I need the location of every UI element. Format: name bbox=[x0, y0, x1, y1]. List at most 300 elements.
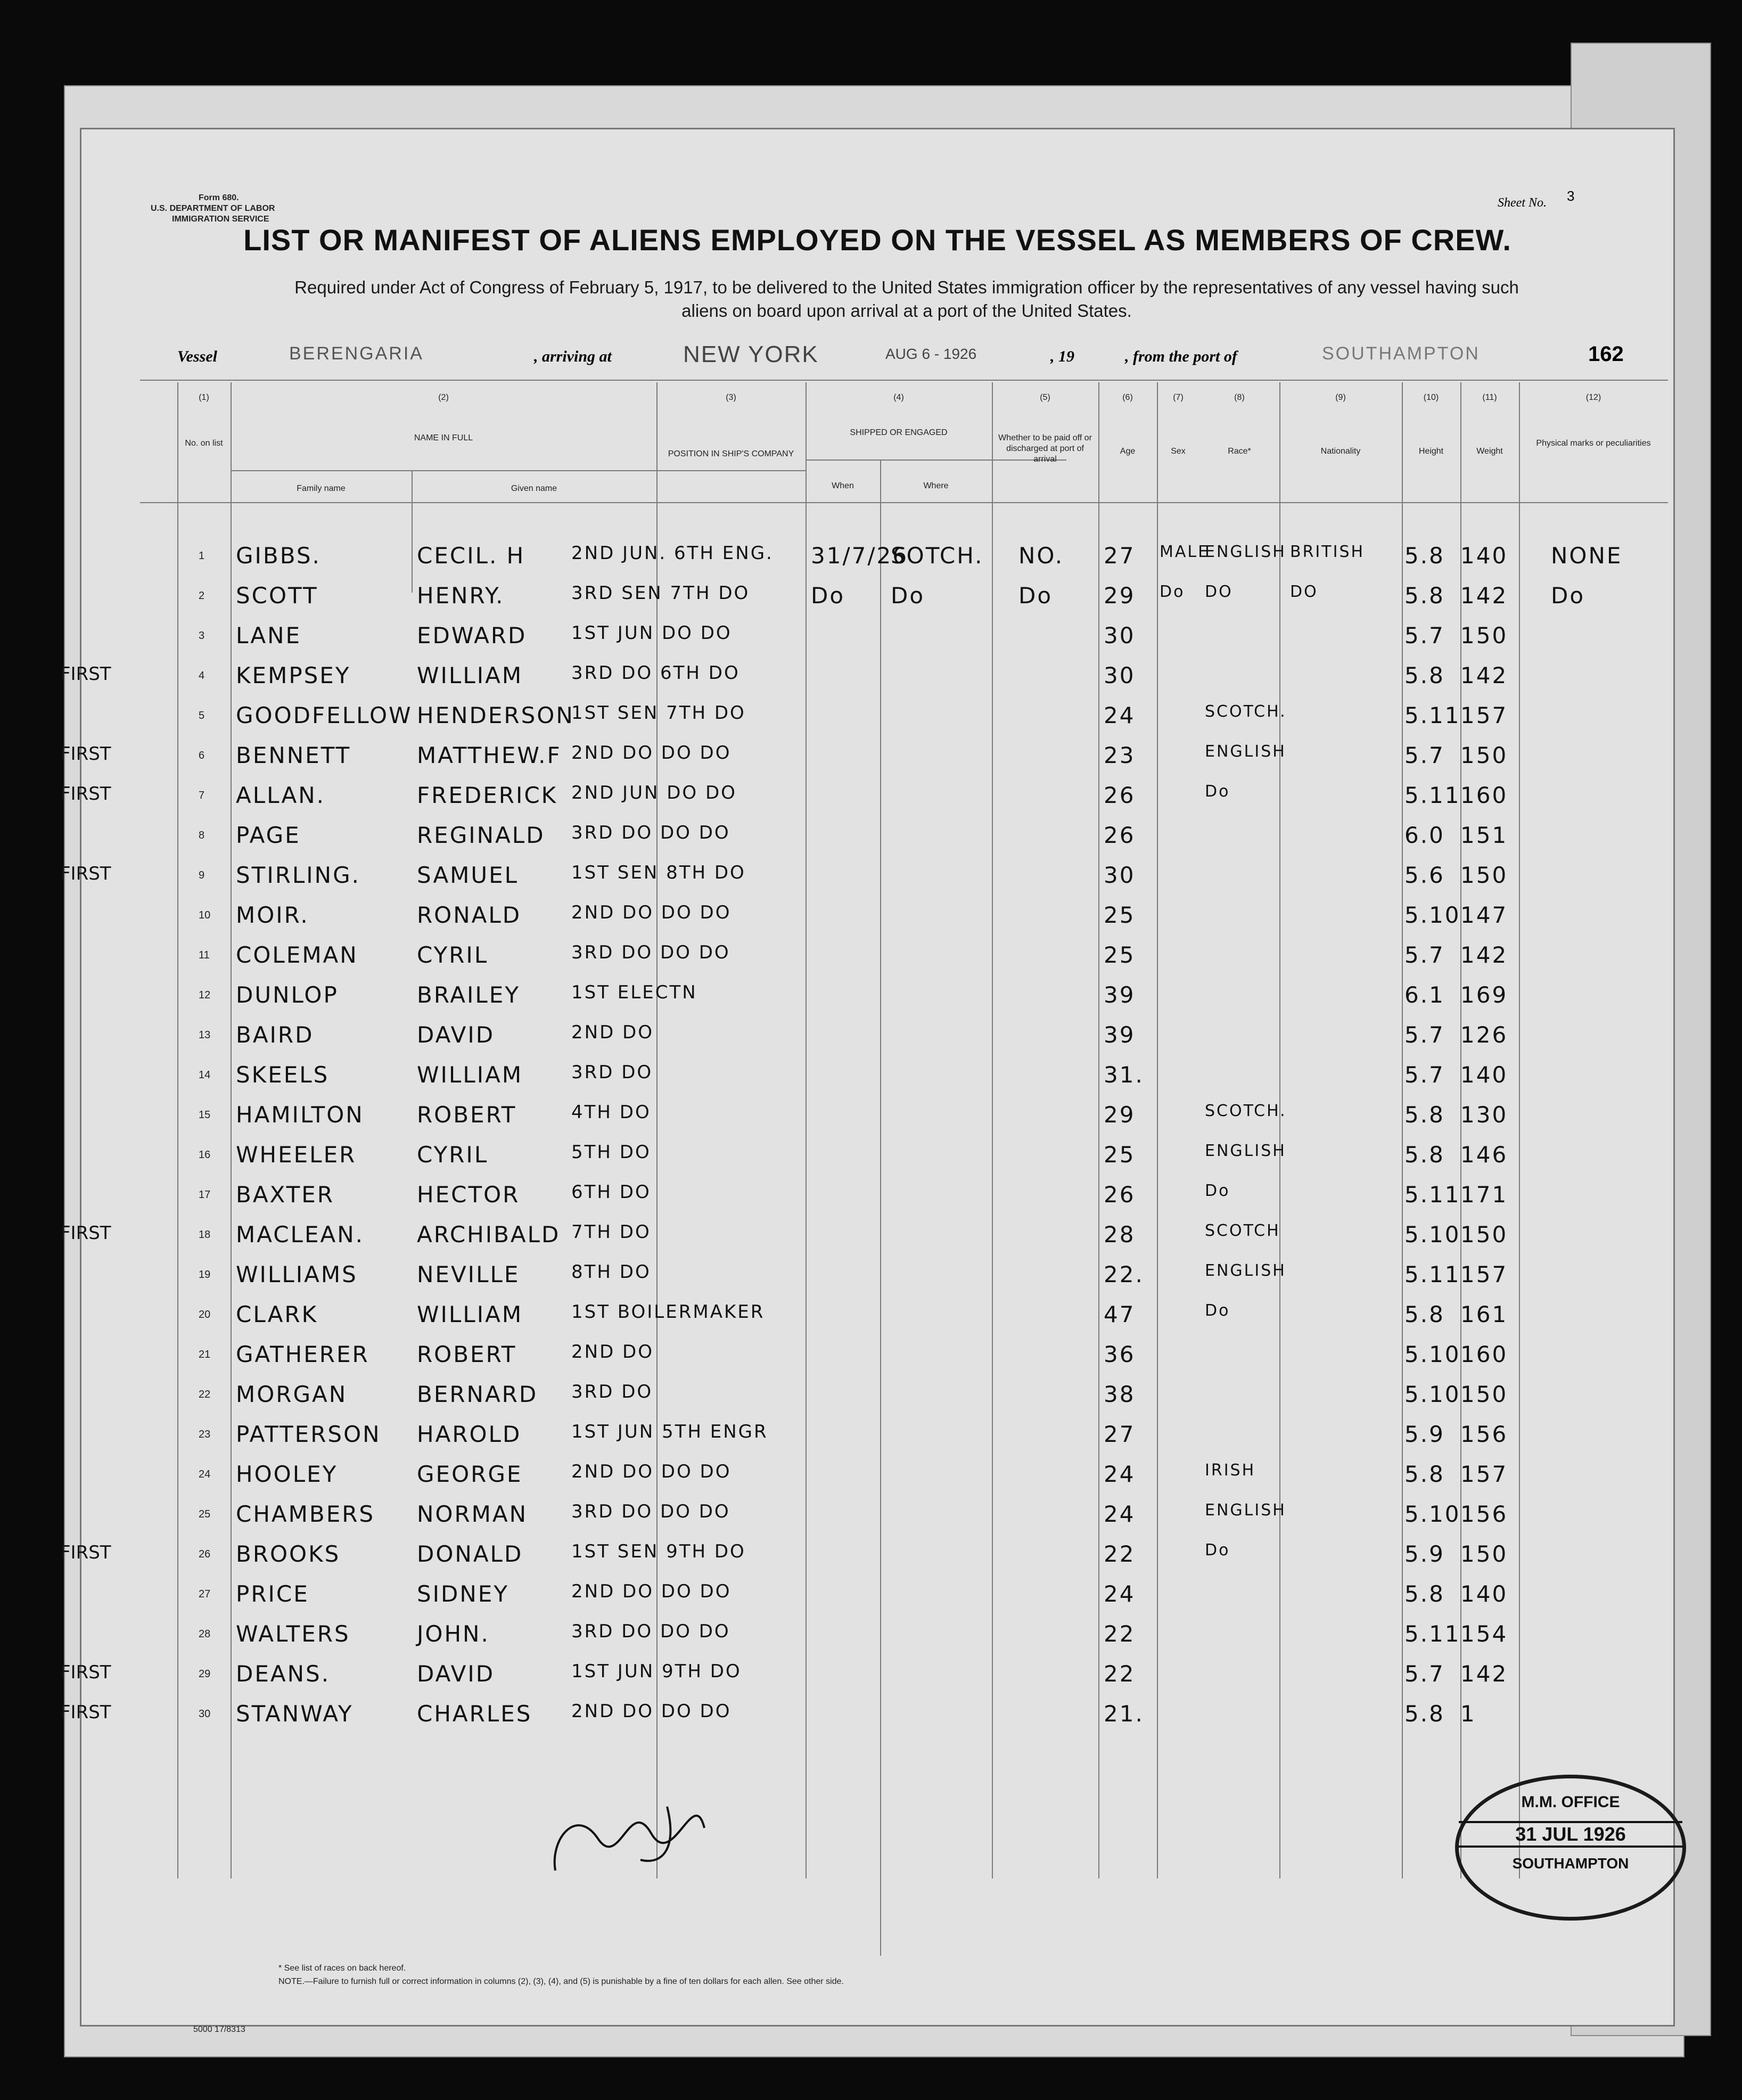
given-name: SAMUEL bbox=[417, 862, 519, 888]
family-name: GIBBS. bbox=[236, 543, 321, 569]
family-name: BENNETT bbox=[236, 742, 351, 768]
family-name: PAGE bbox=[236, 822, 301, 848]
height: 5.6 bbox=[1404, 862, 1445, 888]
family-name: PATTERSON bbox=[236, 1421, 381, 1447]
vessel-label: Vessel bbox=[177, 348, 217, 365]
table-row bbox=[60, 779, 1673, 818]
sheet-label: Sheet No. bbox=[1498, 196, 1547, 210]
subtitle-line-1: Required under Act of Congress of February 5, 1917, to be delivered to the United States immigration officer by the representatives of any vessel having such bbox=[294, 277, 1519, 297]
weight: 160 bbox=[1460, 782, 1508, 808]
table-row bbox=[60, 659, 1673, 699]
given-name: RONALD bbox=[417, 902, 522, 928]
from-label: , from the port of bbox=[1125, 348, 1237, 365]
age: 24 bbox=[1104, 1461, 1136, 1487]
weight: 157 bbox=[1460, 702, 1508, 728]
physical-marks: NONE bbox=[1551, 543, 1623, 569]
position: 2ND DO DO DO bbox=[571, 1581, 732, 1602]
age: 30 bbox=[1104, 862, 1136, 888]
manifest-page bbox=[60, 128, 1675, 2034]
height: 5.7 bbox=[1404, 1661, 1445, 1687]
family-name: MOIR. bbox=[236, 902, 309, 928]
row-number: 22 bbox=[199, 1389, 211, 1400]
position: 3RD DO DO DO bbox=[571, 1501, 730, 1522]
col-number: (6) bbox=[1122, 393, 1133, 402]
given-name: NEVILLE bbox=[417, 1261, 520, 1287]
height: 5.8 bbox=[1404, 1301, 1445, 1327]
nationality: DO bbox=[1290, 583, 1318, 601]
position: 6TH DO bbox=[571, 1182, 651, 1203]
position: 1ST BOILERMAKER bbox=[571, 1301, 765, 1323]
position: 2ND DO bbox=[571, 1022, 654, 1043]
age: 24 bbox=[1104, 1581, 1136, 1607]
table-row bbox=[81, 1258, 1673, 1298]
given-name: CHARLES bbox=[417, 1701, 532, 1727]
race: Do bbox=[1205, 1301, 1230, 1320]
height: 5.8 bbox=[1404, 1581, 1445, 1607]
weight: 140 bbox=[1460, 543, 1508, 569]
given-name: MATTHEW.F bbox=[417, 742, 562, 768]
col-number: (7) bbox=[1173, 393, 1184, 402]
race: ENGLISH bbox=[1205, 1142, 1286, 1160]
row-number: 12 bbox=[199, 989, 211, 1001]
col-head-sex: Sex bbox=[1171, 447, 1186, 456]
name-divider bbox=[231, 470, 806, 471]
print-code: 5000 17/8313 bbox=[193, 2025, 245, 2034]
height: 5.10 bbox=[1404, 1501, 1461, 1527]
position: 3RD SEN 7TH DO bbox=[571, 583, 750, 604]
given-name: BERNARD bbox=[417, 1381, 538, 1407]
height: 6.1 bbox=[1404, 982, 1445, 1008]
position: 1ST JUN 5TH ENGR bbox=[571, 1421, 768, 1442]
table-row bbox=[81, 1178, 1673, 1218]
age: 31. bbox=[1104, 1062, 1144, 1088]
table-row bbox=[81, 819, 1673, 858]
age: 26 bbox=[1104, 782, 1136, 808]
row-number: 27 bbox=[199, 1588, 211, 1600]
family-name: DUNLOP bbox=[236, 982, 339, 1008]
weight: 157 bbox=[1460, 1261, 1508, 1287]
footer-note-2: NOTE.—Failure to furnish full or correct information in columns (2), (3), (4), and (5) is punishable by a fine of ten dollars for each allen. See other side. bbox=[278, 1977, 844, 1986]
height: 5.8 bbox=[1404, 1701, 1445, 1727]
table-row bbox=[81, 1298, 1673, 1338]
from-port: SOUTHAMPTON bbox=[1322, 343, 1480, 364]
row-number: 23 bbox=[199, 1429, 211, 1440]
weight: 150 bbox=[1460, 1221, 1508, 1248]
table-row bbox=[81, 1418, 1673, 1457]
table-row bbox=[81, 619, 1673, 659]
table-row bbox=[81, 1378, 1673, 1417]
position: 7TH DO bbox=[571, 1221, 651, 1243]
race: Do bbox=[1205, 1541, 1230, 1560]
race: ENGLISH bbox=[1205, 1261, 1286, 1280]
age: 36 bbox=[1104, 1341, 1136, 1367]
race: IRISH bbox=[1205, 1461, 1256, 1480]
height: 5.8 bbox=[1404, 543, 1445, 569]
weight: 150 bbox=[1460, 622, 1508, 649]
col-head-family: Family name bbox=[297, 484, 346, 493]
first-mark: FIRST bbox=[60, 1662, 111, 1683]
table-row bbox=[60, 1697, 1673, 1737]
family-name: WALTERS bbox=[236, 1621, 350, 1647]
given-name: JOHN. bbox=[417, 1621, 490, 1647]
position: 2ND JUN DO DO bbox=[571, 782, 737, 803]
age: 25 bbox=[1104, 1142, 1136, 1168]
position: 1ST JUN DO DO bbox=[571, 622, 732, 644]
arriving-label: , arriving at bbox=[534, 348, 612, 365]
weight: 146 bbox=[1460, 1142, 1508, 1168]
sheet-number: 3 bbox=[1567, 188, 1575, 204]
col-head-nationality: Nationality bbox=[1320, 447, 1361, 456]
table-row bbox=[60, 1218, 1673, 1258]
table-row bbox=[81, 939, 1673, 978]
col-head-position: POSITION IN SHIP'S COMPANY bbox=[668, 449, 794, 458]
height: 5.11 bbox=[1404, 1261, 1461, 1287]
family-name: WILLIAMS bbox=[236, 1261, 358, 1287]
row-number: 4 bbox=[199, 670, 205, 682]
given-name: DAVID bbox=[417, 1661, 495, 1687]
sex: Do bbox=[1160, 583, 1185, 601]
col-head-weight: Weight bbox=[1476, 447, 1503, 456]
weight: 140 bbox=[1460, 1581, 1508, 1607]
family-name: HAMILTON bbox=[236, 1102, 364, 1128]
row-number: 8 bbox=[199, 830, 205, 841]
table-row bbox=[60, 1658, 1673, 1697]
row-number: 20 bbox=[199, 1309, 211, 1320]
position: 3RD DO DO DO bbox=[571, 1621, 730, 1642]
age: 38 bbox=[1104, 1381, 1136, 1407]
table-row bbox=[81, 899, 1673, 938]
row-number: 14 bbox=[199, 1069, 211, 1081]
given-name: HECTOR bbox=[417, 1182, 520, 1208]
family-name: GOODFELLOW bbox=[236, 702, 413, 728]
family-name: STIRLING. bbox=[236, 862, 360, 888]
race: DO bbox=[1205, 583, 1233, 601]
table-row bbox=[81, 1138, 1673, 1178]
weight: 126 bbox=[1460, 1022, 1508, 1048]
family-name: CLARK bbox=[236, 1301, 318, 1327]
first-mark: FIRST bbox=[60, 863, 111, 884]
height: 6.0 bbox=[1404, 822, 1445, 848]
office-stamp bbox=[1455, 1775, 1686, 1921]
row-number: 3 bbox=[199, 630, 205, 642]
weight: 130 bbox=[1460, 1102, 1508, 1128]
height: 5.8 bbox=[1404, 583, 1445, 609]
col-head-height: Height bbox=[1418, 447, 1444, 456]
height: 5.8 bbox=[1404, 1142, 1445, 1168]
shipped-where: Do bbox=[891, 583, 925, 609]
race: SCOTCH bbox=[1205, 1221, 1280, 1240]
position: 1ST JUN 9TH DO bbox=[571, 1661, 742, 1682]
year-label: , 19 bbox=[1050, 348, 1074, 365]
row-number: 17 bbox=[199, 1189, 211, 1201]
row-number: 11 bbox=[199, 949, 210, 961]
weight: 142 bbox=[1460, 942, 1508, 968]
col-number: (4) bbox=[893, 393, 904, 402]
row-number: 1 bbox=[199, 550, 205, 562]
age: 28 bbox=[1104, 1221, 1136, 1248]
given-name: SIDNEY bbox=[417, 1581, 509, 1607]
arrival-date: AUG 6 - 1926 bbox=[885, 346, 977, 362]
header-bottom-border bbox=[140, 502, 1668, 503]
weight: 156 bbox=[1460, 1501, 1508, 1527]
age: 39 bbox=[1104, 1022, 1136, 1048]
height: 5.7 bbox=[1404, 1022, 1445, 1048]
age: 22. bbox=[1104, 1261, 1144, 1287]
row-number: 29 bbox=[199, 1668, 211, 1680]
family-name: DEANS. bbox=[236, 1661, 331, 1687]
given-name: GEORGE bbox=[417, 1461, 523, 1487]
height: 5.11 bbox=[1404, 1621, 1461, 1647]
weight: 156 bbox=[1460, 1421, 1508, 1447]
row-number: 5 bbox=[199, 710, 205, 721]
table-row bbox=[60, 859, 1673, 898]
family-name: BROOKS bbox=[236, 1541, 341, 1567]
physical-marks: Do bbox=[1551, 583, 1585, 609]
height: 5.7 bbox=[1404, 1062, 1445, 1088]
age: 39 bbox=[1104, 982, 1136, 1008]
shipped-when: Do bbox=[811, 583, 845, 609]
weight: 1 bbox=[1460, 1701, 1476, 1727]
given-name: EDWARD bbox=[417, 622, 527, 649]
given-name: HAROLD bbox=[417, 1421, 522, 1447]
col-head-when: When bbox=[832, 481, 854, 490]
family-name: COLEMAN bbox=[236, 942, 358, 968]
family-name: STANWAY bbox=[236, 1701, 354, 1727]
height: 5.8 bbox=[1404, 1461, 1445, 1487]
weight: 142 bbox=[1460, 1661, 1508, 1687]
given-name: HENRY. bbox=[417, 583, 505, 609]
row-number: 13 bbox=[199, 1029, 211, 1041]
table-row bbox=[60, 739, 1673, 778]
nationality: BRITISH bbox=[1290, 543, 1365, 561]
col-head-where: Where bbox=[923, 481, 949, 490]
shipped-where: SOTCH. bbox=[891, 543, 984, 569]
table-row bbox=[81, 699, 1673, 739]
family-name: BAIRD bbox=[236, 1022, 314, 1048]
vessel-name: BERENGARIA bbox=[289, 343, 424, 364]
family-name: CHAMBERS bbox=[236, 1501, 375, 1527]
given-name: HENDERSON bbox=[417, 702, 574, 728]
weight: 142 bbox=[1460, 662, 1508, 688]
age: 23 bbox=[1104, 742, 1136, 768]
given-name: ROBERT bbox=[417, 1102, 517, 1128]
row-number: 21 bbox=[199, 1349, 211, 1360]
height: 5.10 bbox=[1404, 1341, 1461, 1367]
height: 5.7 bbox=[1404, 942, 1445, 968]
position: 1ST SEN 8TH DO bbox=[571, 862, 746, 883]
age: 22 bbox=[1104, 1541, 1136, 1567]
col-number: (5) bbox=[1040, 393, 1050, 402]
col-head-marks: Physical marks or peculiarities bbox=[1536, 439, 1651, 448]
weight: 150 bbox=[1460, 1381, 1508, 1407]
height: 5.7 bbox=[1404, 742, 1445, 768]
col-head-paid: Whether to be paid off or discharged at port of arrival bbox=[998, 433, 1092, 464]
row-number: 9 bbox=[199, 869, 205, 881]
subtitle bbox=[161, 276, 1652, 323]
position: 8TH DO bbox=[571, 1261, 651, 1283]
family-name: SCOTT bbox=[236, 583, 318, 609]
height: 5.10 bbox=[1404, 1221, 1461, 1248]
position: 3RD DO bbox=[571, 1062, 653, 1083]
weight: 140 bbox=[1460, 1062, 1508, 1088]
col-head-given: Given name bbox=[511, 484, 557, 493]
given-name: BRAILEY bbox=[417, 982, 521, 1008]
first-mark: FIRST bbox=[60, 1702, 111, 1723]
weight: 151 bbox=[1460, 822, 1508, 848]
col-number: (1) bbox=[199, 393, 209, 402]
service: IMMIGRATION SERVICE bbox=[172, 215, 269, 224]
age: 30 bbox=[1104, 622, 1136, 649]
height: 5.11 bbox=[1404, 1182, 1461, 1208]
col-head-no: No. on list bbox=[185, 439, 223, 448]
page-number: 162 bbox=[1588, 342, 1624, 366]
position: 2ND DO DO DO bbox=[571, 1701, 732, 1722]
row-number: 26 bbox=[199, 1548, 211, 1560]
paid-off: Do bbox=[1018, 583, 1053, 609]
given-name: DONALD bbox=[417, 1541, 523, 1567]
position: 1ST SEN 7TH DO bbox=[571, 702, 746, 724]
weight: 150 bbox=[1460, 1541, 1508, 1567]
age: 21. bbox=[1104, 1701, 1144, 1727]
stamp-bottom: SOUTHAMPTON bbox=[1512, 1855, 1629, 1872]
table-row bbox=[81, 1338, 1673, 1377]
given-name: CYRIL bbox=[417, 1142, 489, 1168]
arrival-port: NEW YORK bbox=[683, 341, 819, 367]
weight: 150 bbox=[1460, 742, 1508, 768]
age: 47 bbox=[1104, 1301, 1136, 1327]
row-number: 28 bbox=[199, 1628, 211, 1640]
race: ENGLISH bbox=[1205, 1501, 1286, 1520]
age: 25 bbox=[1104, 902, 1136, 928]
age: 24 bbox=[1104, 702, 1136, 728]
height: 5.7 bbox=[1404, 622, 1445, 649]
table-row bbox=[60, 1538, 1673, 1577]
table-row bbox=[81, 579, 1673, 619]
family-name: KEMPSEY bbox=[236, 662, 351, 688]
table-row bbox=[81, 1578, 1673, 1617]
given-name: WILLIAM bbox=[417, 1062, 523, 1088]
family-name: WHEELER bbox=[236, 1142, 357, 1168]
col-head-race: Race* bbox=[1228, 447, 1251, 456]
stamp-date: 31 JUL 1926 bbox=[1459, 1821, 1682, 1848]
paid-off: NO. bbox=[1018, 543, 1064, 569]
table-row bbox=[81, 979, 1673, 1018]
family-name: ALLAN. bbox=[236, 782, 325, 808]
height: 5.8 bbox=[1404, 1102, 1445, 1128]
family-name: BAXTER bbox=[236, 1182, 334, 1208]
race: Do bbox=[1205, 782, 1230, 801]
position: 2ND DO DO DO bbox=[571, 1461, 732, 1482]
table-row bbox=[81, 1019, 1673, 1058]
weight: 161 bbox=[1460, 1301, 1508, 1327]
position: 3RD DO 6TH DO bbox=[571, 662, 740, 684]
col-number: (2) bbox=[438, 393, 449, 402]
first-mark: FIRST bbox=[60, 1223, 111, 1244]
position: 2ND DO DO DO bbox=[571, 742, 732, 764]
first-mark: FIRST bbox=[60, 743, 111, 765]
first-mark: FIRST bbox=[60, 783, 111, 805]
first-mark: FIRST bbox=[60, 1542, 111, 1563]
col-head-name: NAME IN FULL bbox=[414, 433, 473, 442]
weight: 154 bbox=[1460, 1621, 1508, 1647]
stamp-top: M.M. OFFICE bbox=[1521, 1793, 1620, 1811]
col-number: (11) bbox=[1482, 393, 1497, 402]
weight: 171 bbox=[1460, 1182, 1508, 1208]
position: 5TH DO bbox=[571, 1142, 651, 1163]
position: 2ND JUN. 6TH ENG. bbox=[571, 543, 774, 564]
subtitle-line-2: aliens on board upon arrival at a port of the United States. bbox=[681, 301, 1132, 321]
race: SCOTCH. bbox=[1205, 702, 1287, 721]
row-number: 25 bbox=[199, 1508, 211, 1520]
height: 5.10 bbox=[1404, 902, 1461, 928]
weight: 142 bbox=[1460, 583, 1508, 609]
row-number: 24 bbox=[199, 1469, 211, 1480]
col-head-age: Age bbox=[1120, 447, 1136, 456]
weight: 160 bbox=[1460, 1341, 1508, 1367]
age: 22 bbox=[1104, 1661, 1136, 1687]
row-number: 18 bbox=[199, 1229, 211, 1241]
weight: 147 bbox=[1460, 902, 1508, 928]
given-name: WILLIAM bbox=[417, 1301, 523, 1327]
row-number: 7 bbox=[199, 790, 205, 801]
family-name: LANE bbox=[236, 622, 302, 649]
page-title: LIST OR MANIFEST OF ALIENS EMPLOYED ON THE VESSEL AS MEMBERS OF CREW. bbox=[243, 223, 1511, 257]
given-name: CECIL. H bbox=[417, 543, 525, 569]
position: 3RD DO DO DO bbox=[571, 942, 730, 963]
age: 27 bbox=[1104, 1421, 1136, 1447]
col-number: (8) bbox=[1234, 393, 1245, 402]
given-name: CYRIL bbox=[417, 942, 489, 968]
family-name: HOOLEY bbox=[236, 1461, 338, 1487]
position: 4TH DO bbox=[571, 1102, 651, 1123]
row-number: 15 bbox=[199, 1109, 211, 1121]
age: 27 bbox=[1104, 543, 1136, 569]
col-number: (9) bbox=[1335, 393, 1346, 402]
row-number: 6 bbox=[199, 750, 205, 761]
shipped-when: 31/7/26 bbox=[811, 543, 908, 569]
weight: 150 bbox=[1460, 862, 1508, 888]
row-number: 10 bbox=[199, 909, 211, 921]
height: 5.8 bbox=[1404, 662, 1445, 688]
table-row bbox=[81, 1098, 1673, 1138]
position: 2ND DO bbox=[571, 1341, 654, 1363]
age: 25 bbox=[1104, 942, 1136, 968]
signature bbox=[534, 1775, 758, 1881]
department: U.S. DEPARTMENT OF LABOR bbox=[151, 204, 275, 213]
height: 5.10 bbox=[1404, 1381, 1461, 1407]
row-number: 16 bbox=[199, 1149, 211, 1161]
given-name: ARCHIBALD bbox=[417, 1221, 561, 1248]
col-number: (12) bbox=[1585, 393, 1601, 402]
height: 5.9 bbox=[1404, 1421, 1445, 1447]
race: ENGLISH bbox=[1205, 543, 1286, 561]
age: 29 bbox=[1104, 583, 1136, 609]
row-number: 30 bbox=[199, 1708, 211, 1720]
row-number: 2 bbox=[199, 590, 205, 602]
race: SCOTCH. bbox=[1205, 1102, 1287, 1120]
row-number: 19 bbox=[199, 1269, 211, 1281]
given-name: NORMAN bbox=[417, 1501, 528, 1527]
position: 3RD DO DO DO bbox=[571, 822, 730, 843]
age: 24 bbox=[1104, 1501, 1136, 1527]
age: 22 bbox=[1104, 1621, 1136, 1647]
family-name: SKEELS bbox=[236, 1062, 330, 1088]
given-name: REGINALD bbox=[417, 822, 545, 848]
table-row bbox=[81, 1618, 1673, 1657]
sex: MALE bbox=[1160, 543, 1210, 561]
col-number: (3) bbox=[726, 393, 736, 402]
given-name: FREDERICK bbox=[417, 782, 558, 808]
